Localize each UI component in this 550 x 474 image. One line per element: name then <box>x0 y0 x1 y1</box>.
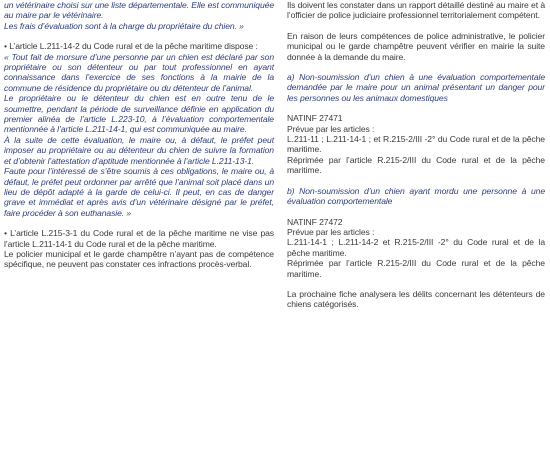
natinf-27471-code: NATINF 27471 <box>287 113 343 124</box>
bullet-article-l211-14-2: • L’article L.211-14-2 du Code rural et de la pêche maritime dispose : <box>4 41 258 52</box>
natinf-27472-prevue: Prévue par les articles : <box>287 226 375 237</box>
left-column <box>4 0 274 270</box>
natinf-27471-articles: L.211-11 ; L.211-14-1 ; et R.215-2/III -2° du Code rural et de la pêche maritime. <box>287 134 545 155</box>
heading-non-soumission-b: b) Non-soumission d’un chien ayant mordu une personne à une évaluation comportementale <box>287 185 545 207</box>
natinf-27472-articles: L.211-14-1 ; L.211-14-2 et R.215-2/III -2° du Code rural et de la pêche maritime. <box>287 237 545 258</box>
natinf-27471-prevue: Prévue par les articles : <box>287 123 375 134</box>
right-column <box>287 0 545 310</box>
paragraph-rapport: Ils doivent les constater dans un rapport détaillé destiné au maire et à l’officier de police judiciaire professionnel territorialement compétent. <box>287 0 545 21</box>
natinf-27472-reprime: Réprimée par l’article R.215-2/III du Code rural et de la pêche maritime. <box>287 258 545 279</box>
natinf-27471-reprime: Réprimée par l’article R.215-2/III du Code rural et de la pêche maritime. <box>287 154 545 176</box>
quote-formation: À la suite de cette évaluation, le maire ou, à défaut, le préfet peut imposer au propriétaire ou au détenteur du chien de suivre la formation et d’obtenir l’attestation d’aptitude mentionnée à l’article L.211-13-1. <box>4 134 274 166</box>
paragraph-competence: Le policier municipal et le garde champêtre n’ayant pas de compétence spécifique, ne peuvent pas constater ces infractions procès-verbal. <box>4 248 274 270</box>
quote-morsure: « Tout fait de morsure d’une personne par un chien est déclaré par son propriétaire ou son détenteur ou par tout professionnel en ayant connaissance dans l’exercice de ses fonctions à la mairie de la commune de résidence du propriétaire ou du détenteur de l’animal. <box>4 51 274 93</box>
quote-evaluation: Le propriétaire ou le détenteur du chien est en outre tenu de le soumettre, pendant la période de surveillance définie en application du premier alinéa de l’article L.223-10, à l’évaluation comportementale mentionnée à l’article L.211-14-1, qui est communiquée au maire. <box>4 93 274 135</box>
paragraph-veterinaire: un vétérinaire choisi sur une liste départementale. Elle est communiquée au maire par le vétérinaire. <box>4 0 274 21</box>
paragraph-police-administrative: En raison de leurs compétences de police administrative, le policier municipal ou le garde champêtre peuvent vérifier en mairie la suite donnée à la demande du maire. <box>287 30 545 62</box>
bullet-article-l215-3-1: • L’article L.215-3-1 du Code rural et de la pêche maritime ne vise pas l’article L.211-14-1 du Code rural et de la pêche maritime. <box>4 228 274 249</box>
quote-euthanasie: Faute pour l’intéressé de s’être soumis à ces obligations, le maire ou, à défaut, le préfet peut ordonner par arrêté que l’animal soit placé dans un lieu de dépôt adapté à la garde de celui-ci. Il peut, en cas de danger grave et immédiat et après avis d’un vétérinaire désigné par le préfet, faire procéder à son euthanasie. » <box>4 166 274 218</box>
paragraph-frais: Les frais d’évaluation sont à la charge du propriétaire du chien. » <box>4 20 244 31</box>
heading-non-soumission-a: a) Non-soumission d’un chien à une évaluation comportementale demandée par le maire pour un animal présentant un danger pour les personnes ou les animaux domestiques <box>287 72 545 103</box>
paragraph-prochaine-fiche: La prochaine fiche analysera les délits concernant les détenteurs de chiens catégorisés. <box>287 288 545 310</box>
natinf-27472-code: NATINF 27472 <box>287 216 343 227</box>
